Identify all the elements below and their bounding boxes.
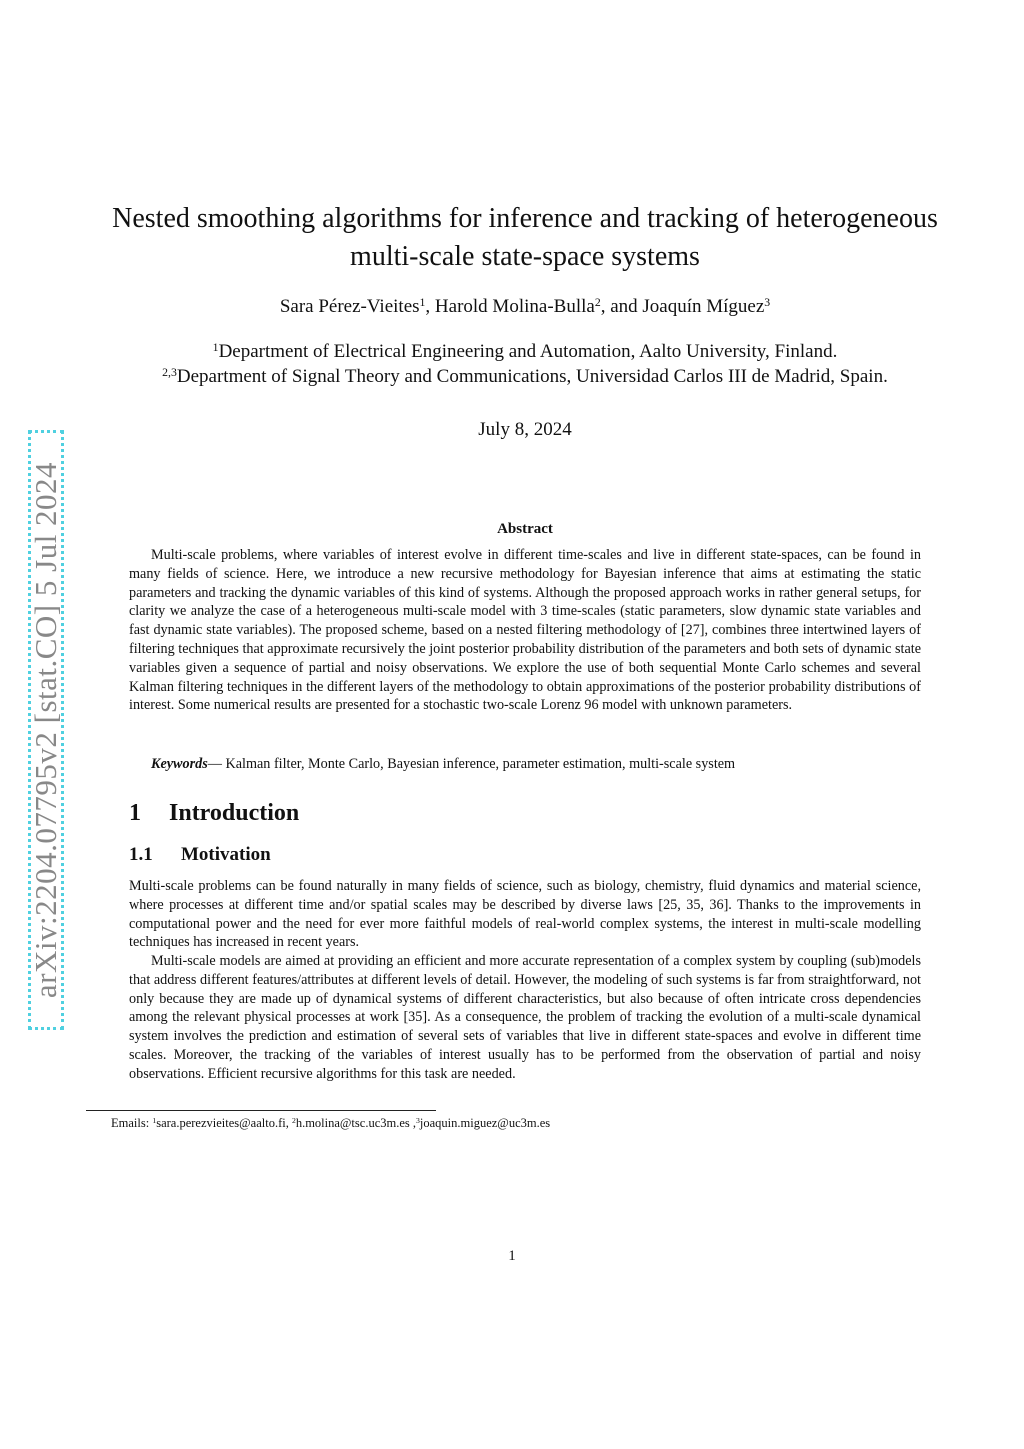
paper-title: Nested smoothing algorithms for inference and tracking of heterogeneous multi-scale state-space systems [112,203,938,272]
affiliation-mark: 2,3 [162,366,177,380]
body-paragraph: Multi-scale models are aimed at providing an efficient and more accurate representation of a complex system by coupling (sub)models that address different features/attributes at different levels of detail. However, the modeling of such systems is far from straightforward, not only because they are made up of dynamical systems of different characteristics, but also because of often intricate cross dependencies among the relevant physical processes at work [35]. As a consequence, the problem of tracking the evolution of a multi-scale dynamical system involves the prediction and estimation of several sets of variables that live in different state-spaces and evolve in different time scales. Moreover, the tracking of the variables of interest usually has to be performed from the observation of partial and noisy observations. Efficient recursive algorithms for this task are needed. [129,953,921,1082]
author-separator: , and [600,296,643,317]
subsection-heading [129,844,271,866]
section-number: 1 [129,800,141,826]
keywords-label: Keywords [151,756,208,772]
author-name: Harold Molina-Bulla [434,296,595,317]
email-separator: , [285,1116,292,1130]
keywords [129,755,921,774]
arxiv-identifier[interactable]: arXiv:2204.07795v2 [stat.CO] 5 Jul 2024 [28,461,63,999]
section-heading [129,800,299,827]
author-name: Joaquín Míguez [642,296,765,317]
section-title: Introduction [169,800,300,826]
author-separator: , [425,296,435,317]
footnote-label: Emails: [111,1116,153,1130]
email-separator: , [409,1116,417,1130]
affiliation-text: Department of Electrical Engineering and Automation, Aalto University, Finland. [218,341,838,362]
footnote-rule [86,1110,436,1111]
keywords-text: — Kalman filter, Monte Carlo, Bayesian inference, parameter estimation, multi-scale system [207,756,736,772]
page-number: 1 [508,1248,516,1264]
abstract-body: Multi-scale problems, where variables of interest evolve in different time-scales and live in different state-spaces, can be found in many fields of science. Here, we introduce a new recursive methodology for Bayesian inference that aims at estimating the static parameters and tracking the dynamic variables of this kind of systems. Although the proposed approach works in rather general setups, for clarity we analyze the case of a heterogeneous multi-scale model with 3 time-scales (static parameters, slow dynamic state variables and fast dynamic state variables). The proposed scheme, based on a nested filtering methodology of [27], combines three intertwined layers of filtering techniques that approximate recursively the joint posterior probability distribution of the parameters and both sets of dynamic state variables given a sequence of partial and noisy observations. We explore the use of both sequential Monte Carlo schemes and several Kalman filtering techniques in the different layers of the methodology to obtain approximations of the posterior probability distributions of interest. Some numerical results are presented for a stochastic two-scale Lorenz 96 model with unknown parameters. [129,547,921,714]
subsection-number: 1.1 [129,844,153,865]
email-mark: 2 [291,1116,296,1126]
abstract-heading: Abstract [497,521,553,537]
subsection-title: Motivation [181,844,271,865]
arxiv-stamp [28,430,64,1030]
affiliation-mark: 1 [212,341,219,355]
footnote-emails [111,1116,550,1131]
paper-date: July 8, 2024 [478,419,572,440]
email-address[interactable]: sara.perezvieites@aalto.fi [156,1116,286,1130]
author-mark: 3 [764,296,771,310]
author-mark: 2 [594,296,601,310]
author-list [100,296,950,318]
author-name: Sara Pérez-Vieites [279,296,420,317]
email-address[interactable]: h.molina@tsc.uc3m.es [295,1116,410,1130]
body-paragraph: Multi-scale problems can be found naturally in many fields of science, such as biology, chemistry, fluid dynamics and material science, where processes at different time and/or spatial scales may be described by diverse laws [25, 35, 36]. Thanks to the improvements in computational power and the need for ever more faithful models of real-world complex systems, the interest in multi-scale modelling techniques has increased in recent years. [129,878,921,951]
affiliations [80,339,970,389]
email-mark: 3 [416,1116,420,1126]
email-address[interactable]: joaquin.miguez@uc3m.es [419,1116,551,1130]
affiliation-line [80,364,970,389]
author-mark: 1 [419,296,426,310]
email-mark: 1 [152,1116,157,1126]
affiliation-text: Department of Signal Theory and Communications, Universidad Carlos III de Madrid, Spain. [176,366,888,387]
affiliation-line [80,339,970,364]
